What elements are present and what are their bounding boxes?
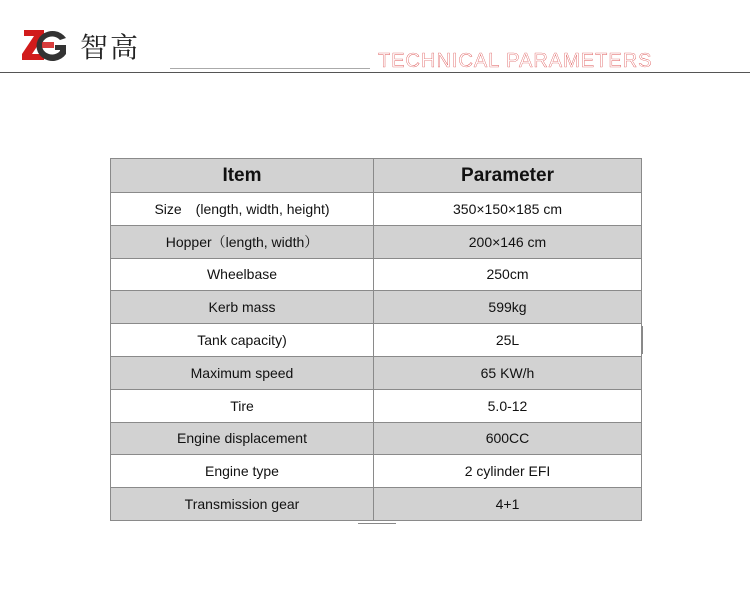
- row-parameter: 5.0-12: [373, 389, 641, 422]
- row-parameter: 600CC: [373, 422, 641, 455]
- table-row: [111, 258, 642, 291]
- header-divider-accent: [170, 68, 370, 69]
- row-parameter: 200×146 cm: [373, 225, 641, 258]
- row-item: Tire: [111, 389, 374, 422]
- logo-text: 智高: [80, 31, 141, 64]
- table-row: [111, 225, 642, 258]
- parameters-table: [110, 158, 642, 521]
- page-header: [0, 0, 750, 75]
- table-row: [111, 488, 642, 521]
- table-edge-mark: [642, 326, 643, 354]
- row-parameter: 250cm: [373, 258, 641, 291]
- zg-logo-icon: [20, 20, 70, 70]
- row-item: Maximum speed: [111, 356, 374, 389]
- row-item: Hopper（length, width）: [111, 225, 374, 258]
- table-row: [111, 291, 642, 324]
- row-item: Size (length, width, height): [111, 193, 374, 226]
- row-parameter: 350×150×185 cm: [373, 193, 641, 226]
- row-parameter: 599kg: [373, 291, 641, 324]
- table-row: [111, 455, 642, 488]
- page-title: TECHNICAL PARAMETERS: [378, 50, 653, 72]
- row-item: Transmission gear: [111, 488, 374, 521]
- row-parameter: 4+1: [373, 488, 641, 521]
- table-row: [111, 324, 642, 357]
- column-header-parameter: Parameter: [373, 159, 641, 193]
- header-divider: [0, 72, 750, 73]
- table-under-mark: [358, 523, 396, 524]
- column-header-item: Item: [111, 159, 374, 193]
- row-item: Tank capacity): [111, 324, 374, 357]
- row-parameter: 25L: [373, 324, 641, 357]
- table-row: [111, 422, 642, 455]
- row-item: Engine type: [111, 455, 374, 488]
- table-row: [111, 193, 642, 226]
- table-row: [111, 356, 642, 389]
- row-parameter: 65 KW/h: [373, 356, 641, 389]
- row-parameter: 2 cylinder EFI: [373, 455, 641, 488]
- row-item: Wheelbase: [111, 258, 374, 291]
- row-item: Engine displacement: [111, 422, 374, 455]
- company-logo: [20, 20, 160, 70]
- table-header-row: [111, 159, 642, 193]
- table-row: [111, 389, 642, 422]
- row-item: Kerb mass: [111, 291, 374, 324]
